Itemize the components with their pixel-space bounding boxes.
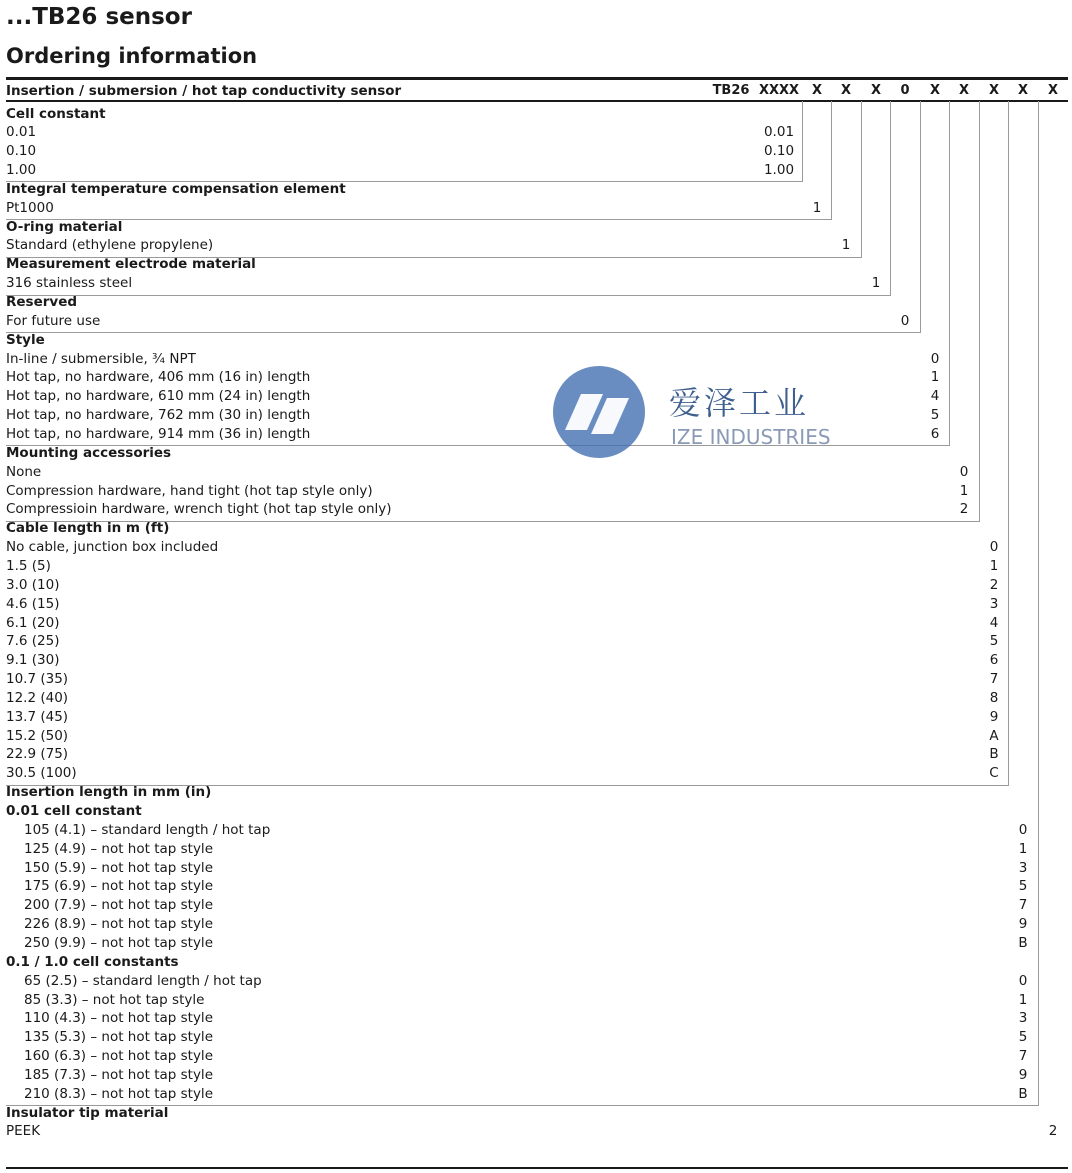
code-column-divider: [831, 101, 832, 220]
header-code: X: [929, 83, 941, 98]
option-code: 1: [812, 199, 822, 216]
option-label: 22.9 (75): [6, 746, 69, 763]
code-column-divider: [802, 101, 803, 182]
option-label: None: [6, 463, 42, 480]
option-label: Hot tap, no hardware, 762 mm (30 in) length: [6, 407, 311, 424]
code-column-divider: [1038, 101, 1039, 1106]
option-label: 135 (5.3) – not hot tap style: [24, 1029, 213, 1046]
option-code: 3: [1018, 1010, 1028, 1027]
group-title: Reserved: [6, 294, 78, 310]
option-code: 7: [1018, 1048, 1028, 1064]
option-code: 0: [930, 350, 940, 367]
header-code: XXXX: [758, 83, 800, 98]
group-title: Integral temperature compensation element: [6, 180, 346, 197]
group-divider: [6, 219, 831, 220]
option-code: 7: [1018, 897, 1028, 914]
code-column-divider: [979, 101, 980, 522]
header-code: 0: [900, 83, 910, 98]
option-label: For future use: [6, 312, 101, 329]
header-code: X: [811, 83, 823, 98]
option-code: 0: [959, 463, 969, 480]
option-code: 0: [989, 539, 999, 556]
watermark: [551, 364, 851, 464]
option-code: 9: [1018, 916, 1028, 933]
option-code: 0.01: [763, 124, 795, 141]
group-divider: [6, 295, 890, 296]
option-label: 226 (8.9) – not hot tap style: [24, 916, 213, 933]
option-label: 4.6 (15): [6, 595, 60, 612]
group-title: Cable length in m (ft): [6, 520, 170, 537]
option-label: Standard (ethylene propylene): [6, 237, 214, 254]
header-code: X: [958, 83, 970, 98]
header-code: X: [988, 83, 1000, 98]
page-title: ...TB26 sensor: [6, 4, 192, 30]
group-title: Mounting accessories: [6, 444, 172, 461]
option-label: No cable, junction box included: [6, 539, 219, 556]
header-code: TB26: [712, 83, 750, 98]
option-code: B: [1018, 1085, 1028, 1102]
option-label: Compressioin hardware, wrench tight (hot tap style only): [6, 501, 392, 518]
option-code: 2: [1048, 1123, 1058, 1140]
option-code: 1.00: [763, 162, 795, 178]
option-label: 316 stainless steel: [6, 275, 133, 292]
option-code: 0: [1018, 821, 1028, 838]
code-column-divider: [920, 101, 921, 333]
option-label: 200 (7.9) – not hot tap style: [24, 897, 213, 914]
option-code: 1: [959, 482, 969, 499]
option-code: 9: [1018, 1066, 1028, 1083]
section-title: Ordering information: [6, 44, 258, 68]
option-code: 6: [989, 652, 999, 669]
watermark-chinese-text: 爱泽工业: [669, 384, 810, 422]
option-label: Compression hardware, hand tight (hot tap style only): [6, 482, 373, 499]
option-code: 9: [989, 708, 999, 725]
table-bottom-rule: [6, 1167, 1068, 1169]
option-label: Hot tap, no hardware, 914 mm (36 in) length: [6, 426, 311, 442]
option-code: 0: [1018, 972, 1028, 989]
option-label: Hot tap, no hardware, 406 mm (16 in) length: [6, 369, 311, 386]
option-label: In-line / submersible, ¾ NPT: [6, 350, 196, 367]
option-label: 175 (6.9) – not hot tap style: [24, 878, 213, 895]
option-code: 6: [930, 426, 940, 442]
option-code: 5: [930, 407, 940, 424]
ize-logo-icon: [551, 364, 651, 464]
option-label: 0.10: [6, 143, 37, 160]
header-code: X: [840, 83, 852, 98]
option-code: 0.10: [763, 143, 795, 160]
option-code: 8: [989, 689, 999, 706]
option-code: B: [989, 746, 999, 763]
option-label: 85 (3.3) – not hot tap style: [24, 991, 205, 1008]
option-code: C: [989, 765, 999, 782]
group-title: Insulator tip material: [6, 1104, 169, 1121]
header-code: X: [1017, 83, 1029, 98]
option-code: 7: [989, 671, 999, 687]
option-label: Pt1000: [6, 199, 54, 216]
group-title: O-ring material: [6, 218, 123, 235]
option-code: 5: [1018, 878, 1028, 895]
group-divider: [6, 332, 920, 333]
subgroup-title: 0.1 / 1.0 cell constants: [6, 953, 179, 970]
option-code: 3: [989, 595, 999, 612]
option-code: A: [989, 727, 999, 744]
option-code: 3: [1018, 859, 1028, 876]
option-label: 30.5 (100): [6, 765, 77, 782]
option-label: 160 (6.3) – not hot tap style: [24, 1048, 213, 1064]
group-title: Measurement electrode material: [6, 256, 256, 273]
option-code: 2: [959, 501, 969, 518]
option-code: B: [1018, 934, 1028, 951]
option-label: 13.7 (45): [6, 708, 69, 725]
option-code: 1: [871, 275, 881, 292]
option-code: 4: [989, 614, 999, 631]
option-label: 185 (7.3) – not hot tap style: [24, 1066, 213, 1083]
option-code: 4: [930, 388, 940, 405]
table-header-label: Insertion / submersion / hot tap conductivity sensor: [6, 83, 402, 99]
option-label: 125 (4.9) – not hot tap style: [24, 840, 213, 857]
option-label: 15.2 (50): [6, 727, 69, 744]
option-code: 1: [841, 237, 851, 254]
option-code: 0: [900, 312, 910, 329]
option-code: 1: [989, 557, 999, 574]
option-label: 105 (4.1) – standard length / hot tap: [24, 821, 271, 838]
code-column-divider: [861, 101, 862, 258]
option-label: 10.7 (35): [6, 671, 69, 687]
table-header-rule: [6, 100, 1068, 102]
option-label: Hot tap, no hardware, 610 mm (24 in) length: [6, 388, 311, 405]
option-code: 5: [1018, 1029, 1028, 1046]
option-label: 12.2 (40): [6, 689, 69, 706]
option-label: 6.1 (20): [6, 614, 60, 631]
code-column-divider: [1008, 101, 1009, 786]
option-label: 3.0 (10): [6, 576, 60, 593]
code-column-divider: [949, 101, 950, 446]
group-title: Cell constant: [6, 105, 106, 122]
table-top-rule: [6, 77, 1068, 80]
option-label: 1.5 (5): [6, 557, 51, 574]
subgroup-title: 0.01 cell constant: [6, 803, 142, 819]
group-title: Insertion length in mm (in): [6, 784, 212, 801]
option-label: 65 (2.5) – standard length / hot tap: [24, 972, 262, 989]
group-title: Style: [6, 331, 45, 348]
option-label: 250 (9.9) – not hot tap style: [24, 934, 213, 951]
header-code: X: [1047, 83, 1059, 98]
option-code: 1: [930, 369, 940, 386]
option-label: 150 (5.9) – not hot tap style: [24, 859, 213, 876]
option-label: 210 (8.3) – not hot tap style: [24, 1085, 213, 1102]
option-label: 110 (4.3) – not hot tap style: [24, 1010, 213, 1027]
option-label: 9.1 (30): [6, 652, 60, 669]
watermark-english-text: IZE INDUSTRIES: [671, 425, 831, 449]
option-label: 7.6 (25): [6, 633, 60, 650]
option-code: 2: [989, 576, 999, 593]
option-label: PEEK: [6, 1123, 41, 1140]
header-code: X: [870, 83, 882, 98]
option-code: 1: [1018, 991, 1028, 1008]
option-label: 0.01: [6, 124, 37, 141]
option-code: 5: [989, 633, 999, 650]
code-column-divider: [890, 101, 891, 296]
option-code: 1: [1018, 840, 1028, 857]
option-label: 1.00: [6, 162, 37, 178]
